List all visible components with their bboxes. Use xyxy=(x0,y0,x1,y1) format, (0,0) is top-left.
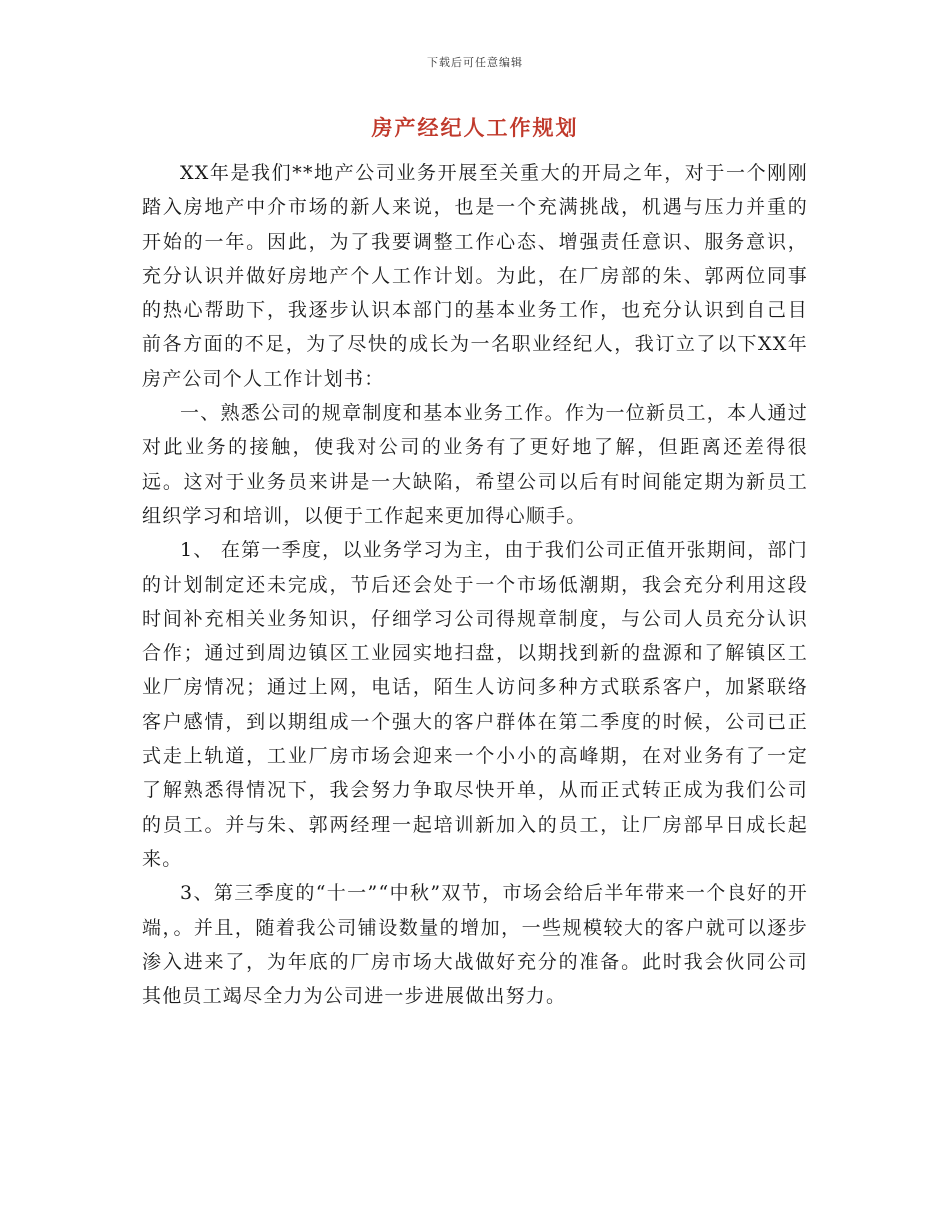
document-title: 房产经纪人工作规划 xyxy=(371,115,579,140)
paragraph-section-one: 一、熟悉公司的规章制度和基本业务工作。作为一位新员工，本人通过对此业务的接触，使我对公司的业务有了更好地了解，但距离还差得很远。这对于业务员来讲是一大缺陷，希望公司以后有时间能定期为新员工组织学习和培训，以便于工作起来更加得心顺手。 xyxy=(142,402,808,527)
header-note: 下载后可任意编辑 xyxy=(427,56,523,69)
document-body xyxy=(142,156,808,1013)
paragraph-quarter-three: 3、第三季度的“十一”“中秋”双节，市场会给后半年带来一个良好的开端，。并且，随着我公司铺设数量的增加，一些规模较大的客户就可以逐步渗入进来了，为年底的厂房市场大战做好充分的准备。此时我会伙同公司其他员工竭尽全力为公司进一步进展做出努力。 xyxy=(142,882,808,1008)
paragraph-intro: XX年是我们**地产公司业务开展至关重大的开局之年，对于一个刚刚踏入房地产中介市场的新人来说，也是一个充满挑战，机遇与压力并重的开始的一年。因此，为了我要调整工作心态、增强责任意识、服务意识，充分认识并做好房地产个人工作计划。为此，在厂房部的朱、郭两位同事的热心帮助下，我逐步认识本部门的基本业务工作，也充分认识到自己目前各方面的不足，为了尽快的成长为一名职业经纪人，我订立了以下XX年房产公司个人工作计划书： xyxy=(142,162,808,390)
paragraph-quarter-one: 1、 在第一季度，以业务学习为主，由于我们公司正值开张期间，部门的计划制定还未完成，节后还会处于一个市场低潮期，我会充分利用这段时间补充相关业务知识，仔细学习公司得规章制度，与公司人员充分认识合作；通过到周边镇区工业园实地扫盘，以期找到新的盘源和了解镇区工业厂房情况；通过上网，电话，陌生人访问多种方式联系客户，加紧联络客户感情，到以期组成一个强大的客户群体在第二季度的时候，公司已正式走上轨道，工业厂房市场会迎来一个小小的高峰期，在对业务有了一定了解熟悉得情况下，我会努力争取尽快开单，从而正式转正成为我们公司的员工。并与朱、郭两经理一起培训新加入的员工，让厂房部早日成长起来。 xyxy=(142,539,808,870)
